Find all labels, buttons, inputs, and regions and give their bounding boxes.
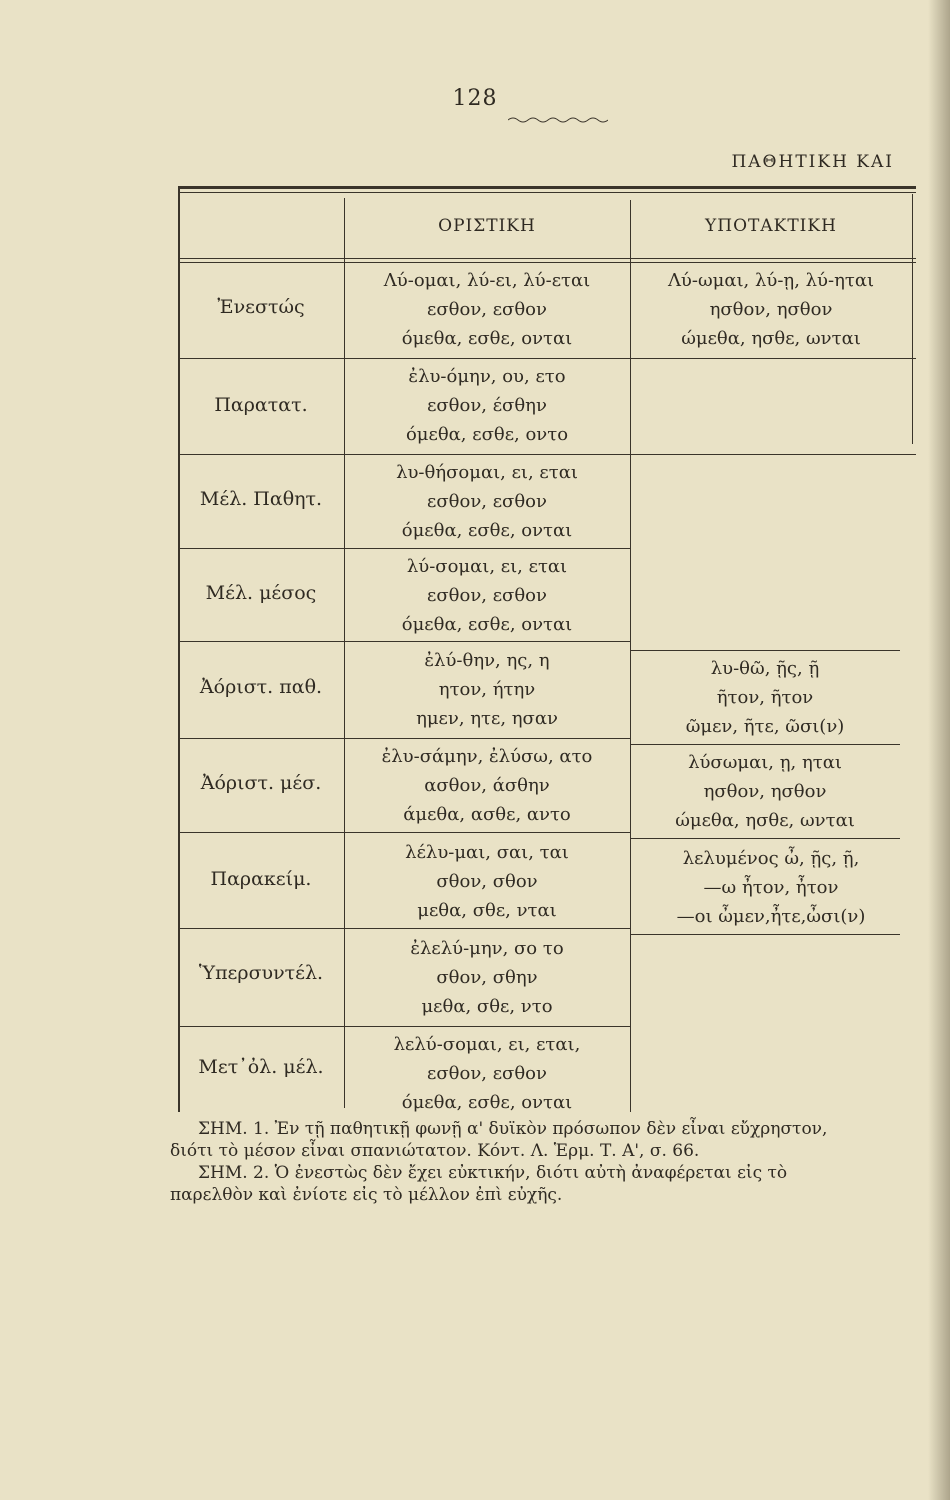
row-rule bbox=[630, 650, 900, 651]
row-rule bbox=[178, 641, 630, 642]
tense-label: Παρακείμ. bbox=[210, 868, 312, 890]
header-rule bbox=[178, 258, 916, 259]
form-line: όμεθα, εσθε, οντο bbox=[405, 424, 569, 445]
row-rule bbox=[178, 1026, 630, 1027]
running-head: ΠΑΘΗΤΙΚΗ ΚΑΙ bbox=[731, 152, 894, 172]
form-line: ασθον, άσθην bbox=[424, 775, 550, 796]
form-line: λυ-θήσομαι, ει, εται bbox=[396, 462, 578, 483]
form-line: εσθον, εσθον bbox=[427, 1063, 547, 1084]
note-1-line-1: ΣΗΜ. 1. Ἐν τῇ παθητικῇ φωνῇ α' δυϊκὸν πρόσωπον δὲν εἶναι εὔχρηστον, bbox=[198, 1119, 828, 1139]
form-line: λύ-σομαι, ει, εται bbox=[406, 556, 568, 577]
indicative-cell bbox=[344, 742, 630, 829]
form-line: λύσωμαι, ῃ, ηται bbox=[688, 752, 842, 773]
form-line: λέλυ-μαι, σαι, ται bbox=[405, 842, 569, 863]
row-rule bbox=[178, 548, 630, 549]
form-line: εσθον, έσθην bbox=[427, 395, 547, 416]
note-1-line-2: διότι τὸ μέσον εἶναι σπανιώτατον. Κόντ. Λ. Ἑρμ. Τ. Α', σ. 66. bbox=[170, 1141, 700, 1161]
form-line: όμεθα, εσθε, ονται bbox=[401, 614, 573, 635]
form-line: μεθα, σθε, ντο bbox=[421, 996, 553, 1017]
column-header-subjunctive: ΥΠΟΤΑΚΤΙΚΗ bbox=[705, 216, 837, 236]
form-line: μεθα, σθε, νται bbox=[417, 900, 557, 921]
form-line: ἐλύ-θην, ης, η bbox=[424, 650, 550, 671]
tense-label: Παρατατ. bbox=[214, 394, 308, 416]
table-top-rule-thin bbox=[178, 192, 916, 193]
table-right-border bbox=[912, 194, 913, 444]
column-header-indicative: ΟΡΙΣΤΙΚΗ bbox=[438, 216, 536, 236]
form-line: —οι ὦμεν,ἦτε,ὦσι(ν) bbox=[676, 906, 866, 927]
form-line: ἐλυ-όμην, ου, ετο bbox=[408, 366, 566, 387]
form-line: ἐλυ-σάμην, ἐλύσω, ατο bbox=[381, 746, 593, 767]
wavy-rule bbox=[508, 116, 608, 124]
form-line: ησθον, ησθον bbox=[709, 299, 833, 320]
form-line: ἐλελύ-μην, σο το bbox=[410, 938, 564, 959]
page-number: 128 bbox=[452, 86, 498, 111]
table-top-rule bbox=[178, 186, 916, 189]
form-line: ημεν, ητε, ησαν bbox=[416, 708, 558, 729]
indicative-cell bbox=[344, 646, 630, 733]
page-edge-shadow bbox=[928, 0, 950, 1500]
row-rule bbox=[178, 358, 916, 359]
form-line: ώμεθα, ησθε, ωνται bbox=[675, 810, 855, 831]
form-line: Λύ-ωμαι, λύ-ῃ, λύ-ηται bbox=[667, 270, 875, 291]
indicative-cell bbox=[344, 266, 630, 353]
subjunctive-cell bbox=[630, 844, 912, 931]
form-line: ῶμεν, ῆτε, ῶσι(ν) bbox=[685, 716, 845, 737]
row-rule bbox=[630, 934, 900, 935]
tense-label: Μέλ. μέσος bbox=[205, 582, 317, 604]
row-rule bbox=[630, 744, 900, 745]
form-line: ησθον, ησθον bbox=[703, 781, 827, 802]
form-line: ητον, ήτην bbox=[438, 679, 536, 700]
indicative-cell bbox=[344, 552, 630, 639]
subjunctive-cell bbox=[630, 654, 900, 741]
form-line: εσθον, εσθον bbox=[427, 491, 547, 512]
tense-label: Ἀόριστ. παθ. bbox=[199, 676, 323, 698]
row-rule bbox=[178, 928, 630, 929]
indicative-cell bbox=[344, 458, 630, 545]
form-line: όμεθα, εσθε, ονται bbox=[401, 520, 573, 541]
form-line: εσθον, εσθον bbox=[427, 585, 547, 606]
tense-label: Μετ᾽ὀλ. μέλ. bbox=[198, 1056, 324, 1078]
tense-label: Ὑπερσυντέλ. bbox=[198, 962, 324, 984]
form-line: εσθον, εσθον bbox=[427, 299, 547, 320]
row-rule bbox=[178, 832, 630, 833]
form-line: ώμεθα, ησθε, ωνται bbox=[681, 328, 861, 349]
form-line: Λύ-ομαι, λύ-ει, λύ-εται bbox=[383, 270, 591, 291]
subjunctive-cell bbox=[630, 748, 900, 835]
form-line: σθον, σθον bbox=[436, 871, 538, 892]
header-rule-2 bbox=[178, 262, 916, 263]
indicative-cell bbox=[344, 362, 630, 449]
form-line: ῆτον, ῆτον bbox=[716, 687, 814, 708]
indicative-cell bbox=[344, 934, 630, 1021]
form-line: όμεθα, εσθε, ονται bbox=[401, 328, 573, 349]
form-line: άμεθα, ασθε, αντο bbox=[403, 804, 571, 825]
form-line: λελύ-σομαι, ει, εται, bbox=[393, 1034, 581, 1055]
row-rule bbox=[630, 838, 900, 839]
form-line: λυ-θῶ, ῇς, ῇ bbox=[710, 658, 820, 679]
tense-label: Ἐνεστώς bbox=[217, 296, 305, 318]
form-line: όμεθα, εσθε, ονται bbox=[401, 1092, 573, 1113]
row-rule bbox=[178, 454, 916, 455]
indicative-cell bbox=[344, 838, 630, 925]
footnotes bbox=[170, 1118, 910, 1206]
paradigm-table bbox=[178, 186, 916, 1112]
form-line: —ω ἦτον, ἦτον bbox=[703, 877, 839, 898]
tense-label: Ἀόριστ. μέσ. bbox=[200, 772, 322, 794]
row-rule bbox=[178, 738, 630, 739]
form-line: σθον, σθην bbox=[436, 967, 538, 988]
tense-label: Μέλ. Παθητ. bbox=[199, 488, 323, 510]
subjunctive-cell bbox=[630, 266, 912, 353]
note-2-line-2: παρελθὸν καὶ ἐνίοτε εἰς τὸ μέλλον ἐπὶ εὐχῆς. bbox=[170, 1185, 563, 1205]
note-2-line-1: ΣΗΜ. 2. Ὁ ἐνεστὼς δὲν ἔχει εὐκτικήν, διότι αὐτὴ ἀναφέρεται εἰς τὸ bbox=[198, 1163, 788, 1183]
form-line: λελυμένος ὦ, ῇς, ῇ, bbox=[682, 848, 860, 869]
indicative-cell bbox=[344, 1030, 630, 1117]
